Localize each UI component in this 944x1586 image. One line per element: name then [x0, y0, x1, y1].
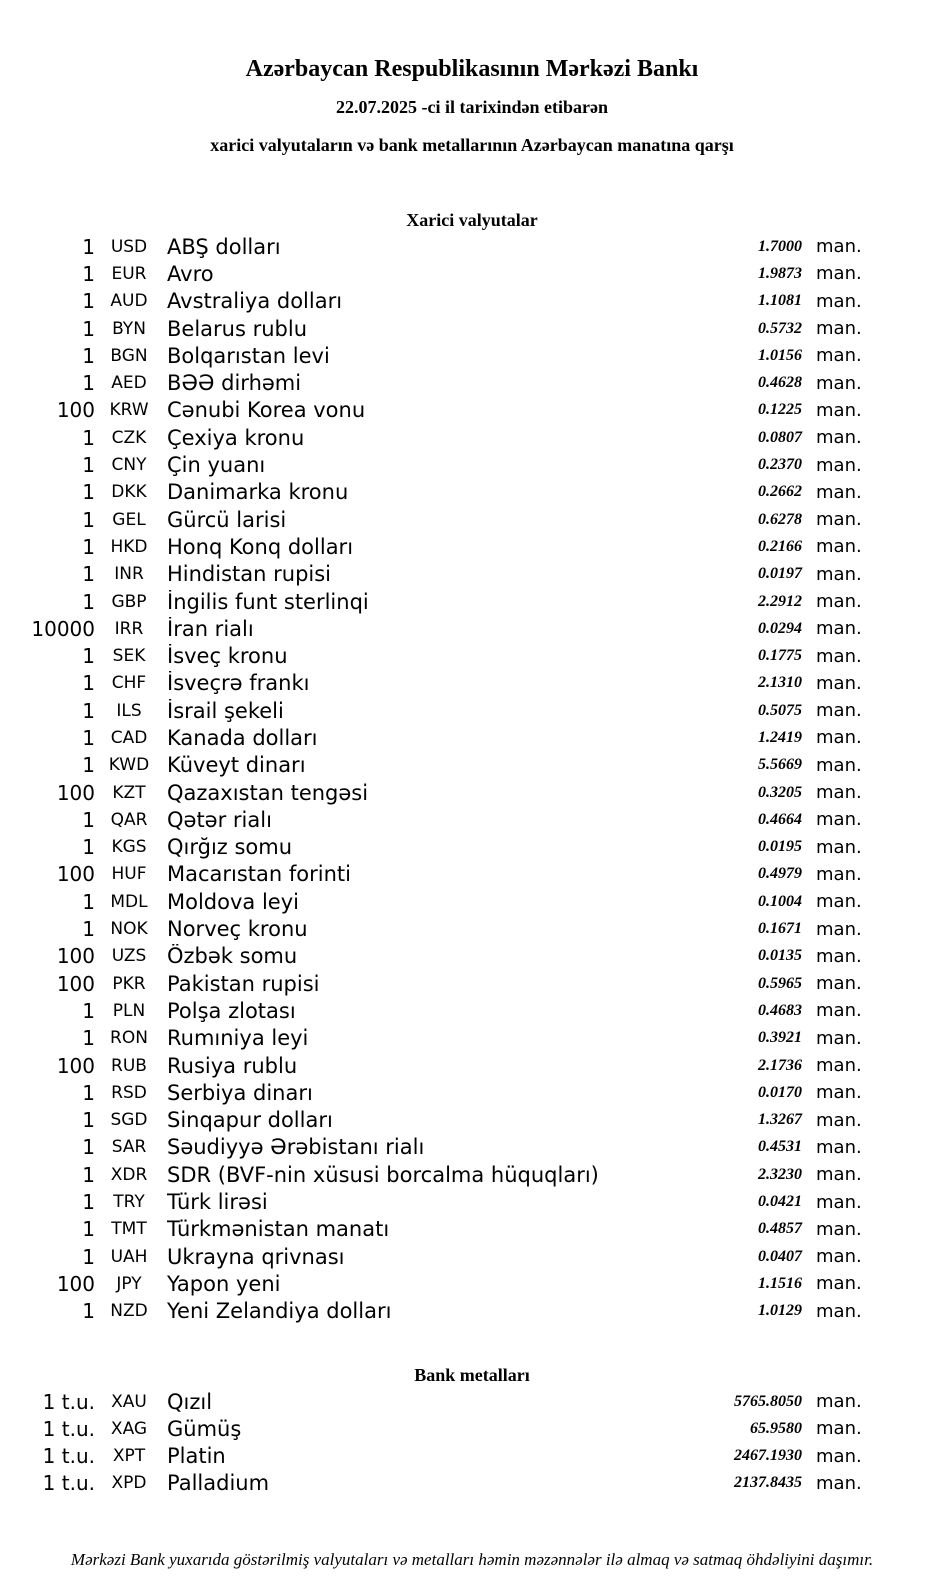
- unit-label: man.: [816, 563, 862, 585]
- unit-label: man.: [816, 427, 862, 449]
- rate-value: 0.4683: [758, 1001, 802, 1019]
- currency-code: IRR: [114, 618, 144, 639]
- rate-value: 2.1736: [758, 1056, 802, 1074]
- unit-label: man.: [816, 1055, 862, 1077]
- currency-row: [0, 1025, 944, 1052]
- unit-label: man.: [816, 1000, 862, 1022]
- quantity: 1: [82, 698, 95, 723]
- currency-code: JPY: [116, 1273, 142, 1294]
- currency-row: [0, 233, 944, 260]
- currency-name: Bolqarıstan levi: [167, 343, 330, 368]
- rate-value: 0.0807: [758, 428, 802, 446]
- currency-row: [0, 1107, 944, 1134]
- unit-label: man.: [816, 1246, 862, 1268]
- currency-row: [0, 1243, 944, 1270]
- currency-code: TRY: [113, 1192, 145, 1213]
- quantity: 1: [82, 1217, 95, 1242]
- currency-name: Gürcü larisi: [167, 507, 287, 532]
- quantity: 1: [82, 343, 95, 368]
- currency-row: [0, 1270, 944, 1297]
- unit-label: man.: [816, 1472, 862, 1494]
- currency-row: [0, 806, 944, 833]
- unit-label: man.: [816, 727, 862, 749]
- rate-value: 0.6278: [758, 510, 802, 528]
- currency-name: Kanada dolları: [167, 725, 318, 750]
- currency-code: XDR: [110, 1164, 148, 1185]
- currency-row: [0, 724, 944, 751]
- rate-value: 1.0129: [758, 1302, 802, 1320]
- quantity: 1: [82, 289, 95, 314]
- quantity: 100: [56, 398, 95, 423]
- currency-code: UZS: [111, 946, 147, 967]
- currency-name: Özbək somu: [167, 944, 298, 969]
- currency-name: İngilis funt sterlinqi: [167, 589, 369, 614]
- rate-value: 0.2662: [758, 483, 802, 501]
- metal-name: Qızıl: [167, 1389, 213, 1414]
- rate-value: 2.2912: [758, 592, 802, 610]
- rate-value: 0.0170: [758, 1083, 802, 1101]
- currencies-table: [0, 233, 944, 1325]
- currency-code: KGS: [111, 837, 147, 858]
- unit-label: man.: [816, 782, 862, 804]
- quantity: 1: [82, 1080, 95, 1105]
- rate-value: 1.1516: [758, 1274, 802, 1292]
- quantity: 1 t.u.: [42, 1444, 95, 1469]
- rate-value: 0.1775: [758, 647, 802, 665]
- rate-value: 0.1671: [758, 920, 802, 938]
- rate-value: 65.9580: [750, 1419, 802, 1437]
- rate-value: 0.2370: [758, 456, 802, 474]
- currency-code: USD: [110, 236, 148, 257]
- currency-code: RON: [110, 1028, 148, 1049]
- currency-code: CNY: [111, 455, 147, 476]
- currency-code: RSD: [111, 1082, 147, 1103]
- quantity: 1: [82, 1162, 95, 1187]
- bank-title: Azərbaycan Respublikasının Mərkəzi Bankı: [245, 56, 699, 82]
- currency-code: GBP: [111, 591, 147, 612]
- unit-label: man.: [816, 700, 862, 722]
- rate-value: 2.1310: [758, 674, 802, 692]
- currency-code: BYN: [112, 318, 146, 339]
- unit-label: man.: [816, 1109, 862, 1131]
- quantity: 1 t.u.: [42, 1389, 95, 1414]
- quantity: 100: [56, 862, 95, 887]
- metal-row: [0, 1388, 944, 1415]
- unit-label: man.: [816, 809, 862, 831]
- currency-name: Belarus rublu: [167, 316, 308, 341]
- quantity: 1: [82, 1135, 95, 1160]
- currency-code: MDL: [110, 891, 148, 912]
- currency-code: ILS: [116, 700, 142, 721]
- quantity: 100: [56, 780, 95, 805]
- rate-value: 0.1225: [758, 401, 802, 419]
- rate-value: 0.0197: [758, 565, 802, 583]
- currency-row: [0, 288, 944, 315]
- rate-value: 0.5075: [758, 701, 802, 719]
- currency-name: Pakistan rupisi: [167, 971, 320, 996]
- currency-row: [0, 997, 944, 1024]
- currency-code: HUF: [111, 864, 147, 885]
- currency-code: QAR: [110, 809, 148, 830]
- quantity: 1: [82, 562, 95, 587]
- quantity: 100: [56, 1271, 95, 1296]
- unit-label: man.: [816, 345, 862, 367]
- rate-value: 1.3267: [758, 1111, 802, 1129]
- rate-value: 2.3230: [758, 1165, 802, 1183]
- unit-label: man.: [816, 672, 862, 694]
- currency-name: İsveç kronu: [167, 644, 288, 669]
- currency-name: İran rialı: [167, 616, 254, 641]
- quantity: 1: [82, 589, 95, 614]
- rate-value: 1.0156: [758, 346, 802, 364]
- rate-value: 0.4531: [758, 1138, 802, 1156]
- quantity: 10000: [31, 616, 95, 641]
- currency-row: [0, 1161, 944, 1188]
- currency-row: [0, 970, 944, 997]
- metal-name: Platin: [167, 1444, 226, 1469]
- rate-value: 0.4857: [758, 1220, 802, 1238]
- currency-name: Moldova leyi: [167, 889, 299, 914]
- unit-label: man.: [816, 481, 862, 503]
- metal-name: Gümüş: [167, 1416, 242, 1441]
- metals-table: [0, 1388, 944, 1497]
- currency-code: UAH: [110, 1246, 148, 1267]
- unit-label: man.: [816, 591, 862, 612]
- unit-label: man.: [816, 1191, 862, 1213]
- currency-code: INR: [114, 564, 144, 585]
- rate-value: 5.5669: [758, 756, 802, 774]
- currency-code: CAD: [110, 727, 148, 748]
- currency-row: [0, 479, 944, 506]
- unit-label: man.: [816, 754, 862, 776]
- currency-code: EUR: [111, 263, 147, 284]
- rate-value: 0.2166: [758, 537, 802, 555]
- currency-name: Türkmənistan manatı: [167, 1217, 390, 1242]
- currency-code: NZD: [110, 1301, 148, 1322]
- unit-label: man.: [816, 618, 862, 640]
- currency-code: PLN: [112, 1000, 146, 1021]
- metal-row: [0, 1415, 944, 1442]
- currency-row: [0, 588, 944, 615]
- currency-row: [0, 369, 944, 396]
- unit-label: man.: [816, 399, 862, 421]
- currency-code: KRW: [109, 400, 149, 421]
- quantity: 1: [82, 453, 95, 478]
- quantity: 1: [82, 1026, 95, 1051]
- currency-row: [0, 943, 944, 970]
- rate-value: 1.9873: [758, 264, 802, 282]
- currency-row: [0, 670, 944, 697]
- currency-row: [0, 888, 944, 915]
- unit-label: man.: [816, 1300, 862, 1322]
- rate-value: 0.1004: [758, 892, 802, 910]
- unit-label: man.: [816, 863, 862, 885]
- quantity: 1: [82, 507, 95, 532]
- currency-code: KZT: [112, 782, 146, 803]
- currency-name: Çin yuanı: [167, 453, 266, 478]
- currency-name: Honq Konq dolları: [167, 534, 354, 559]
- unit-label: man.: [816, 509, 862, 531]
- unit-label: man.: [816, 372, 862, 394]
- metal-code: XAG: [110, 1418, 148, 1439]
- unit-label: man.: [816, 1445, 862, 1467]
- currency-row: [0, 779, 944, 806]
- quantity: 1: [82, 998, 95, 1023]
- currency-row: [0, 342, 944, 369]
- quantity: 1: [82, 725, 95, 750]
- unit-label: man.: [816, 263, 862, 285]
- currency-name: Qazaxıstan tengəsi: [167, 780, 369, 805]
- quantity: 1: [82, 1108, 95, 1133]
- currency-row: [0, 697, 944, 724]
- unit-label: man.: [816, 891, 862, 913]
- quantity: 1: [82, 480, 95, 505]
- rate-value: 0.0294: [758, 619, 802, 637]
- rate-value: 0.0407: [758, 1247, 802, 1265]
- quantity: 1: [82, 835, 95, 860]
- rate-value: 1.2419: [758, 728, 802, 746]
- unit-label: man.: [816, 645, 862, 667]
- currency-name: ABŞ dolları: [167, 234, 281, 259]
- quantity: 1: [82, 534, 95, 559]
- currency-name: Küveyt dinarı: [167, 753, 306, 778]
- currency-code: KWD: [108, 755, 150, 776]
- unit-label: man.: [816, 945, 862, 967]
- unit-label: man.: [816, 1027, 862, 1049]
- unit-label: man.: [816, 973, 862, 995]
- currency-code: GEL: [112, 509, 146, 530]
- currency-row: [0, 752, 944, 779]
- currency-row: [0, 642, 944, 669]
- quantity: 1: [82, 807, 95, 832]
- quantity: 1 t.u.: [42, 1416, 95, 1441]
- currency-row: [0, 1298, 944, 1325]
- currency-name: Qətər rialı: [167, 807, 272, 832]
- unit-label: man.: [816, 1082, 862, 1104]
- unit-label: man.: [816, 918, 862, 940]
- currency-name: Rumıniya leyi: [167, 1026, 309, 1051]
- currency-code: PKR: [112, 973, 146, 994]
- currency-name: Avstraliya dolları: [167, 289, 343, 314]
- currency-row: [0, 834, 944, 861]
- currencies-section-title: Xarici valyutalar: [406, 210, 538, 230]
- quantity: 1: [82, 1299, 95, 1324]
- currency-name: İsveçrə frankı: [167, 671, 310, 696]
- currency-name: Türk lirəsi: [167, 1190, 268, 1215]
- rate-value: 0.4628: [758, 374, 802, 392]
- currency-code: HKD: [110, 536, 148, 557]
- currency-code: AUD: [110, 291, 148, 312]
- currency-name: Macarıstan forinti: [167, 862, 351, 887]
- currency-name: BƏƏ dirhəmi: [167, 371, 302, 396]
- rate-value: 1.1081: [758, 292, 802, 310]
- currency-name: Avro: [167, 261, 214, 286]
- currency-code: NOK: [110, 919, 148, 940]
- quantity: 1: [82, 425, 95, 450]
- unit-label: man.: [816, 454, 862, 476]
- metal-row: [0, 1470, 944, 1497]
- currency-name: Norveç kronu: [167, 917, 308, 942]
- quantity: 100: [56, 944, 95, 969]
- quantity: 1: [82, 889, 95, 914]
- quantity: 1: [82, 371, 95, 396]
- currency-row: [0, 1188, 944, 1215]
- currency-name: Rusiya rublu: [167, 1053, 298, 1078]
- currency-row: [0, 1216, 944, 1243]
- effective-date: 22.07.2025 -ci il tarixindən etibarən: [336, 97, 608, 117]
- quantity: 1: [82, 1190, 95, 1215]
- quantity: 1: [82, 671, 95, 696]
- rate-value: 0.4664: [758, 810, 802, 828]
- quantity: 100: [56, 971, 95, 996]
- metal-code: XAU: [111, 1391, 147, 1412]
- quantity: 100: [56, 1053, 95, 1078]
- currency-row: [0, 1079, 944, 1106]
- currency-row: [0, 260, 944, 287]
- currency-code: AED: [111, 373, 147, 394]
- rate-value: 0.0195: [758, 838, 802, 856]
- rate-value: 0.0135: [758, 947, 802, 965]
- rate-value: 0.3921: [758, 1029, 802, 1047]
- currency-row: [0, 397, 944, 424]
- metals-section-title: Bank metalları: [414, 1364, 530, 1385]
- unit-label: man.: [816, 536, 862, 558]
- currency-name: İsrail şekeli: [167, 698, 284, 723]
- currency-code: TMT: [111, 1219, 147, 1240]
- currency-name: SDR (BVF-nin xüsusi borcalma hüquqları): [167, 1162, 599, 1187]
- rate-value: 0.0421: [758, 1193, 802, 1211]
- currency-name: Ukrayna qrivnası: [167, 1244, 345, 1269]
- unit-label: man.: [816, 236, 862, 258]
- quantity: 1: [82, 753, 95, 778]
- currency-row: [0, 1052, 944, 1079]
- unit-label: man.: [816, 318, 862, 340]
- quantity: 1 t.u.: [42, 1471, 95, 1496]
- currency-code: RUB: [111, 1055, 147, 1076]
- unit-label: man.: [816, 290, 862, 312]
- currency-name: Cənubi Korea vonu: [167, 398, 366, 423]
- currency-code: CZK: [111, 427, 147, 448]
- quantity: 1: [82, 234, 95, 259]
- currency-name: Çexiya kronu: [167, 425, 305, 450]
- rate-value: 2137.8435: [734, 1474, 802, 1492]
- currency-name: Polşa zlotası: [167, 998, 296, 1023]
- rate-value: 0.5965: [758, 974, 802, 992]
- currency-code: SEK: [112, 646, 146, 667]
- currency-name: Sinqapur dolları: [167, 1108, 333, 1133]
- currency-row: [0, 424, 944, 451]
- metal-code: XPD: [111, 1473, 147, 1494]
- metal-name: Palladium: [167, 1471, 270, 1496]
- unit-label: man.: [816, 836, 862, 858]
- currency-row: [0, 615, 944, 642]
- currency-name: Yapon yeni: [167, 1271, 281, 1296]
- currency-name: Danimarka kronu: [167, 480, 349, 505]
- metal-code: XPT: [112, 1446, 146, 1467]
- currency-row: [0, 561, 944, 588]
- currency-code: DKK: [111, 482, 147, 503]
- currency-row: [0, 915, 944, 942]
- quantity: 1: [82, 644, 95, 669]
- unit-label: man.: [816, 1273, 862, 1295]
- unit-label: man.: [816, 1136, 862, 1158]
- currency-name: Səudiyyə Ərəbistanı rialı: [167, 1135, 425, 1160]
- page-subtitle: xarici valyutaların və bank metallarının Azərbaycan manatına qarşı: [210, 135, 734, 155]
- currency-name: Qırğız somu: [167, 835, 293, 860]
- currency-code: BGN: [110, 345, 148, 366]
- currency-code: SAR: [111, 1137, 147, 1158]
- currency-row: [0, 315, 944, 342]
- rate-value: 0.3205: [758, 783, 802, 801]
- unit-label: man.: [816, 1391, 862, 1413]
- quantity: 1: [82, 917, 95, 942]
- unit-label: man.: [816, 1164, 862, 1186]
- quantity: 1: [82, 261, 95, 286]
- currency-row: [0, 861, 944, 888]
- rate-value: 5765.8050: [734, 1392, 802, 1410]
- currency-name: Serbiya dinarı: [167, 1080, 313, 1105]
- rate-value: 2467.1930: [734, 1447, 802, 1465]
- currency-row: [0, 533, 944, 560]
- metal-row: [0, 1442, 944, 1469]
- currency-row: [0, 506, 944, 533]
- quantity: 1: [82, 316, 95, 341]
- rate-value: 1.7000: [758, 237, 802, 255]
- quantity: 1: [82, 1244, 95, 1269]
- rate-value: 0.5732: [758, 319, 802, 337]
- rate-value: 0.4979: [758, 865, 802, 883]
- unit-label: man.: [816, 1218, 862, 1240]
- currency-code: CHF: [111, 673, 147, 694]
- currency-code: SGD: [110, 1110, 148, 1131]
- currency-name: Yeni Zelandiya dolları: [167, 1299, 392, 1324]
- disclaimer-text: Mərkəzi Bank yuxarıda göstərilmiş valyutaları və metalları həmin məzənnələr ilə almaq və satmaq öhdəliyini daşımır.: [70, 1550, 874, 1570]
- currency-name: Hindistan rupisi: [167, 562, 332, 587]
- currency-row: [0, 451, 944, 478]
- currency-row: [0, 1134, 944, 1161]
- unit-label: man.: [816, 1418, 862, 1440]
